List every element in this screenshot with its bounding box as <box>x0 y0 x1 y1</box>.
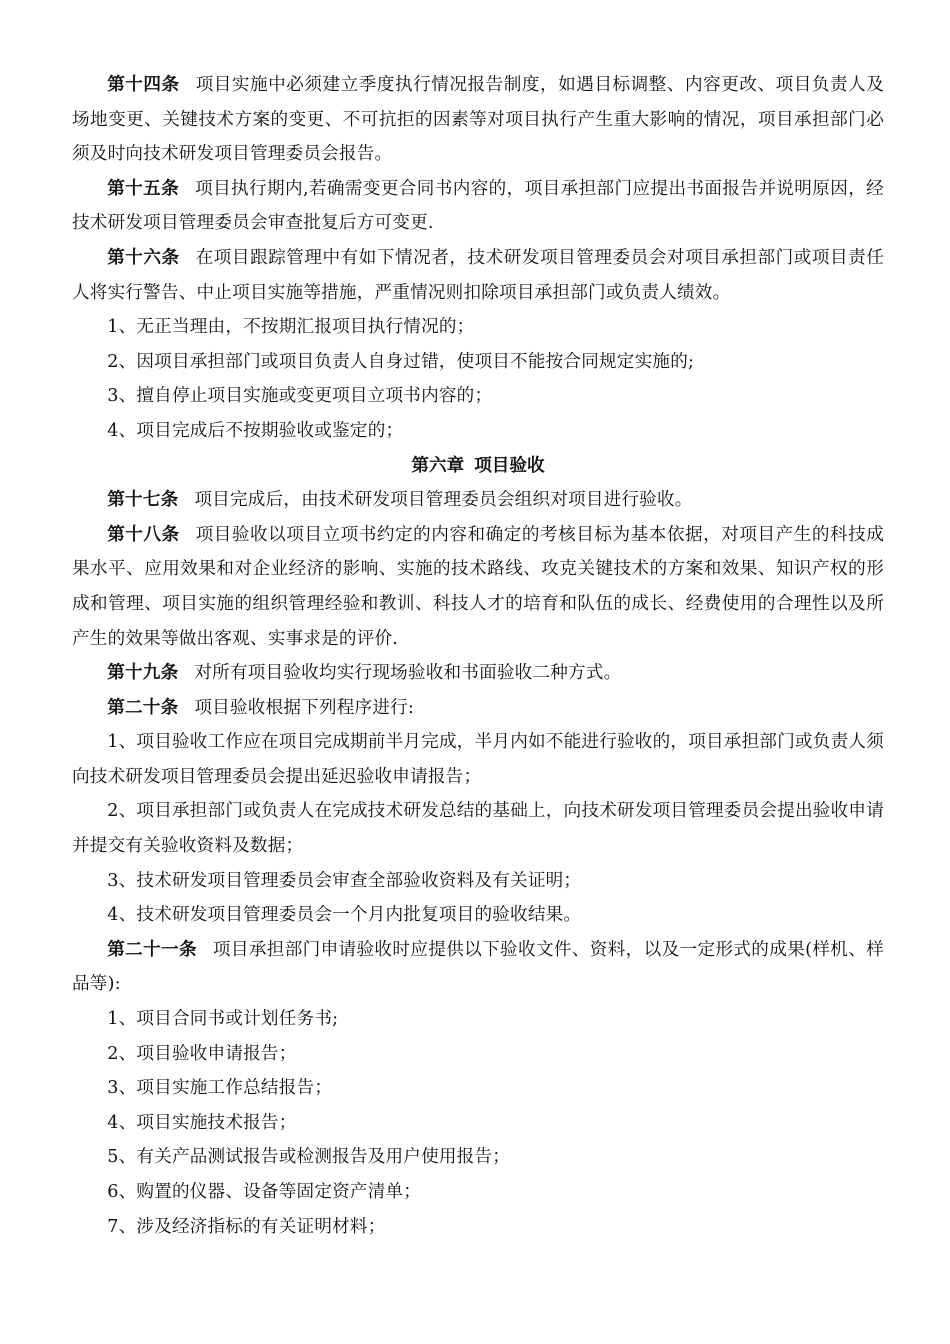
article-text: 对所有项目验收均实行现场验收和书面验收二种方式。 <box>194 663 622 684</box>
article-number: 第十六条 <box>107 246 180 268</box>
article-15 <box>72 172 884 241</box>
article-19 <box>72 656 884 691</box>
article-number: 第二十条 <box>107 696 179 718</box>
list-item: 5、有关产品测试报告或检测报告及用户使用报告； <box>107 1147 511 1168</box>
chapter-title: 项目验收 <box>474 454 545 476</box>
list-item: 6、购置的仪器、设备等固定资产清单； <box>107 1182 422 1202</box>
list-item: 4、技术研发项目管理委员会一个月内批复项目的验收结果。 <box>107 905 582 926</box>
article-20 <box>72 691 884 726</box>
list-item: 4、项目完成后不按期验收或鉴定的； <box>107 420 404 441</box>
list-item: 7、涉及经济指标的有关证明材料； <box>107 1216 386 1237</box>
article-number: 第十四条 <box>107 74 180 95</box>
article-number: 第二十一条 <box>107 938 197 960</box>
list-item: 4、项目实施技术报告； <box>107 1112 297 1133</box>
article-number: 第十七条 <box>107 489 179 511</box>
article-21 <box>72 933 884 1002</box>
article-text: 项目实施中必须建立季度执行情况报告制度，如遇目标调整、内容更改、项目负责人及场地变更、关键技术方案的变更、不可抗拒的因素等对项目执行产生重大影响的情况，项目承担部门必须及时向技术研发项目管理委员会报告。 <box>72 75 884 165</box>
article-text: 在项目跟踪管理中有如下情况者，技术研发项目管理委员会对项目承担部门或项目责任人将实行警告、中止项目实施等措施，严重情况则扣除项目承担部门或负责人绩效。 <box>72 247 884 303</box>
article-text: 项目验收以项目立项书约定的内容和确定的考核目标为基本依据，对项目产生的科技成果水平、应用效果和对企业经济的影响、实施的技术路线、攻克关键技术的方案和效果、知识产权的形成和管理、项目实施的组织管理经验和教训、科技人才的培育和队伍的成长、经费使用的合理性以及所产生的效果等做出客观、实事求是的评价. <box>72 524 884 649</box>
list-item: 3、项目实施工作总结报告； <box>107 1078 333 1099</box>
document-body <box>72 68 884 1244</box>
list-item: 2、项目验收申请报告； <box>107 1043 297 1064</box>
chapter-heading <box>72 449 884 484</box>
article-text: 项目承担部门申请验收时应提供以下验收文件、资料，以及一定形式的成果(样机、样品等): <box>72 939 884 995</box>
list-item: 1、无正当理由，不按期汇报项目执行情况的； <box>107 317 475 338</box>
article-14 <box>72 68 884 172</box>
list-item: 3、擅自停止项目实施或变更项目立项书内容的； <box>107 386 493 407</box>
article-text: 项目执行期内,若确需变更合同书内容的，项目承担部门应提出书面报告并说明原因，经技术研发项目管理委员会审查批复后方可变更. <box>72 178 884 234</box>
list-item: 1、项目验收工作应在项目完成期前半月完成，半月内如不能进行验收的，项目承担部门或负责人须向技术研发项目管理委员会提出延迟验收申请报告； <box>72 732 884 787</box>
article-text: 项目完成后，由技术研发项目管理委员会组织对项目进行验收。 <box>194 490 693 511</box>
article-16 <box>72 241 884 310</box>
list-item: 2、因项目承担部门或项目负责人自身过错，使项目不能按合同规定实施的; <box>107 351 695 372</box>
article-number: 第十九条 <box>107 662 179 684</box>
list-item: 3、技术研发项目管理委员会审查全部验收资料及有关证明； <box>107 870 582 891</box>
article-number: 第十八条 <box>107 523 180 545</box>
list-item: 1、项目合同书或计划任务书; <box>107 1009 339 1030</box>
article-18 <box>72 518 884 656</box>
article-17 <box>72 483 884 518</box>
article-number: 第十五条 <box>107 177 180 199</box>
chapter-number: 第六章 <box>411 454 465 476</box>
list-item: 2、项目承担部门或负责人在完成技术研发总结的基础上，向技术研发项目管理委员会提出验收申请并提交有关验收资料及数据； <box>72 801 884 857</box>
article-text: 项目验收根据下列程序进行: <box>194 697 415 718</box>
